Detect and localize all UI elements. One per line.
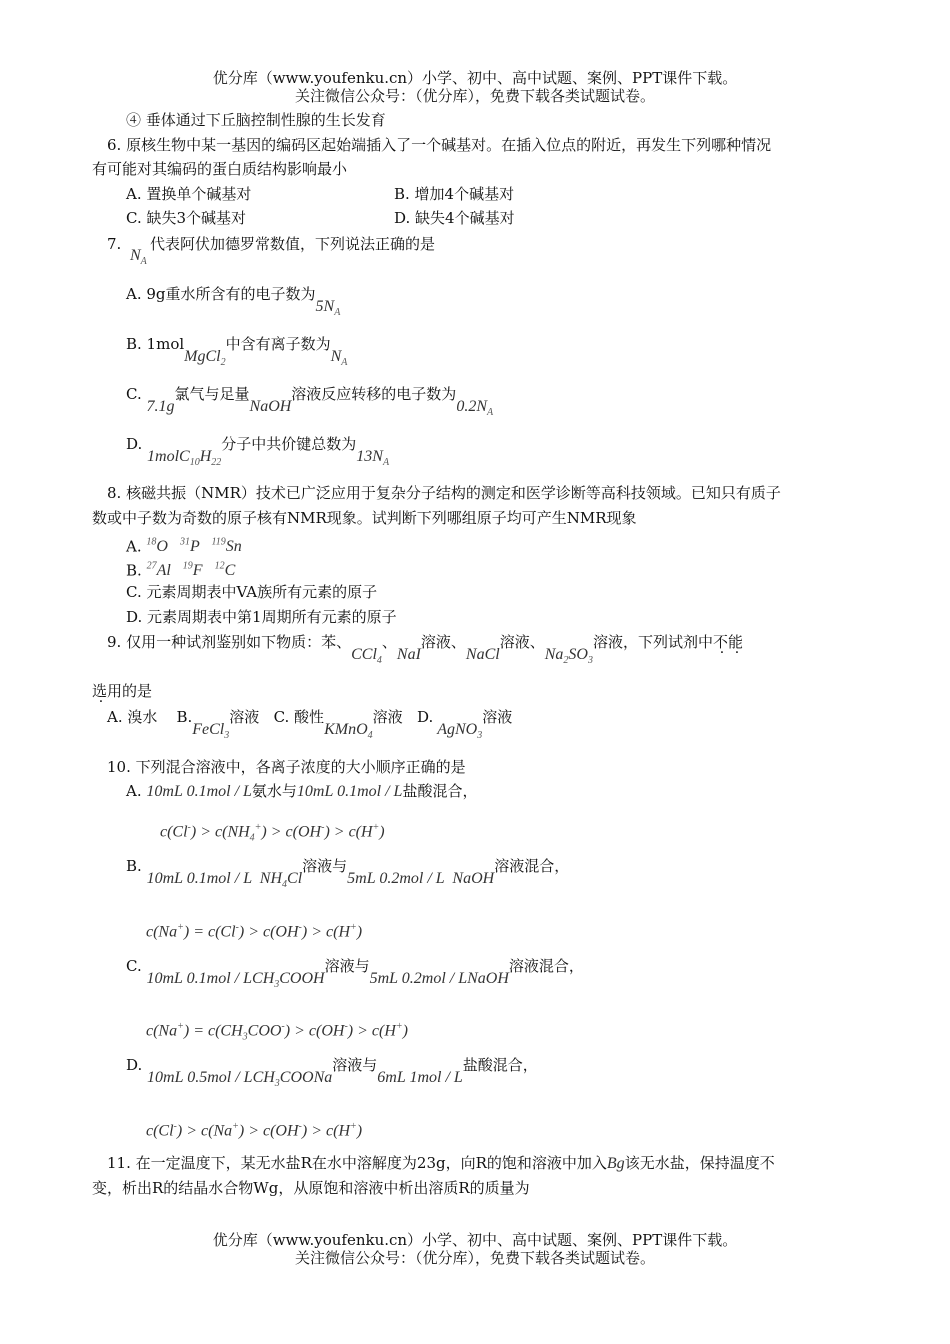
q7-option-c xyxy=(126,384,494,419)
q7-d-text: 分子中共价键总数为 xyxy=(221,435,357,453)
q10-option-a: A. 10mL 0.1mol / L氨水与10mL 0.1mol / L盐酸混合， xyxy=(126,782,478,800)
header-line-2: 关注微信公众号：（优分库），免费下载各类试题试卷。 xyxy=(294,87,655,105)
q8-option-a: A. $^{18}$O $^{31}$P $^{119}$Sn xyxy=(126,537,242,556)
q10-d-relation: c(Cl-) > c(Na+) > c(OH-) > c(H+) xyxy=(146,1121,363,1140)
q9-emphasis-not: 不 xyxy=(712,633,728,651)
q10-option-b: B. 10mL 0.1mol / L $NH_4Cl$溶液与5mL 0.2mol / L NaOH溶液混合， xyxy=(126,857,570,891)
q10-a-relation: $c(Cl^-) > c(NH_4^+) > c(OH^-) > c(H^+)$ xyxy=(160,822,385,844)
q8-a-label: A. xyxy=(126,537,142,556)
q5-item-4: ④ 垂体通过下丘脑控制性腺的生长发育 xyxy=(126,111,386,129)
q7-b-formula: MgCl$_2$ xyxy=(184,348,226,369)
q6-option-d: D. 缺失4个碱基对 xyxy=(394,209,515,227)
q9-options: A. 溴水 B.FeCl$_3$溶液 C. 酸性KMnO$_4$溶液 D. AgNO$_3$溶液 xyxy=(107,708,513,742)
q6-option-c: C. 缺失3个碱基对 xyxy=(126,209,247,227)
q10-stem: 10. 下列混合溶液中，各离子浓度的大小顺序正确的是 xyxy=(107,758,466,776)
q10-c-relation: $c(Na^+) = c(CH_3COO^-) > c(OH^-) > c(H^+)$ xyxy=(146,1021,408,1043)
q8-option-b: B. $^{27}$Al $^{19}$F $^{12}$C xyxy=(126,561,236,580)
q6-stem-1: 6. 原核生物中某一基因的编码区起始端插入了一个碱基对。在插入位点的附近，再发生下列哪种情况 xyxy=(107,136,772,154)
q7-c-value: $0.2N_A$ xyxy=(456,398,494,419)
q7-d-value: $13N_A$ xyxy=(356,448,390,469)
q11-line-2: 变，析出R的结晶水合物Wg，从原饱和溶液中析出溶质R的质量为 xyxy=(92,1179,530,1197)
q7-b-prefix: B. 1mol xyxy=(126,335,185,353)
q6-stem-2: 有可能对其编码的蛋白质结构影响最小 xyxy=(92,160,348,178)
q7-d-formula: $1molC_{10}H_{22}$ xyxy=(147,448,222,469)
q7-stem: 代表阿伏加德罗常数值，下列说法正确的是 xyxy=(150,235,436,253)
q7-option-b xyxy=(126,334,348,369)
q6-option-a: A. 置换单个碱基对 xyxy=(126,185,252,203)
q11-line-1: 11. 在一定温度下，某无水盐R在水中溶解度为23g，向R的饱和溶液中加入Bg该无水盐，保持温度不 xyxy=(107,1154,775,1172)
q9-emphasis-can: 能 xyxy=(728,633,744,651)
q7-a-text: A. 9g重水所含有的电子数为 xyxy=(126,285,316,303)
q7-c-mass: 7.1g xyxy=(146,398,175,415)
q8-stem-1: 8. 核磁共振（NMR）技术已广泛应用于复杂分子结构的测定和医学诊断等高科技领域。已知只有质子 xyxy=(107,484,781,502)
q10-b-relation: c(Na+) = c(Cl-) > c(OH-) > c(H+) xyxy=(146,922,363,941)
q7-c-text-1: 氯气与足量 xyxy=(174,385,250,403)
q10-option-c: C. 10mL $0.1mol / LCH_3COOH$溶液与5mL 0.2mol / LNaOH溶液混合， xyxy=(126,957,584,991)
q7-na-symbol: $N_A$ xyxy=(130,247,147,268)
q7-option-d xyxy=(126,434,390,469)
q9-stem-line-1: 9. 仅用一种试剂鉴别如下物质：苯、CCl$_4$、NaI溶液、NaCl溶液、$Na_2SO_3$溶液，下列试剂中不能 xyxy=(107,633,744,667)
footer-line-2: 关注微信公众号：（优分库），免费下载各类试题试卷。 xyxy=(294,1249,655,1267)
q6-option-b: B. 增加4个碱基对 xyxy=(394,185,515,203)
q10-option-d: D. 10mL $0.5mol / LCH_3COONa$溶液与6mL 1mol / L盐酸混合， xyxy=(126,1056,538,1090)
q7-c-text-2: 溶液反应转移的电子数为 xyxy=(291,385,457,403)
q7-d-label: D. xyxy=(126,435,143,453)
q7-a-value: $5N_A$ xyxy=(315,298,341,319)
q8-stem-2: 数或中子数为奇数的原子核有NMR现象。试判断下列哪组原子均可产生NMR现象 xyxy=(92,509,637,527)
q7-c-naoh: NaOH xyxy=(249,398,292,415)
q8-option-c: C. 元素周期表中VA族所有元素的原子 xyxy=(126,583,378,601)
footer-line-1: 优分库（www.youfenku.cn）小学、初中、高中试题、案例、PPT课件下载。 xyxy=(212,1231,738,1249)
header-line-1: 优分库（www.youfenku.cn）小学、初中、高中试题、案例、PPT课件下载。 xyxy=(212,69,738,87)
q7-number: 7. xyxy=(107,235,122,253)
q7-c-label: C. xyxy=(126,385,142,403)
q9-stem-line-2: 选用的是 xyxy=(92,682,153,700)
q7-b-text: 中含有离子数为 xyxy=(225,335,331,353)
q8-b-label: B. xyxy=(126,561,142,580)
q7-option-a xyxy=(126,284,341,319)
q7-b-value: $N_A$ xyxy=(330,348,348,369)
q8-option-d: D. 元素周期表中第1周期所有元素的原子 xyxy=(126,608,397,626)
